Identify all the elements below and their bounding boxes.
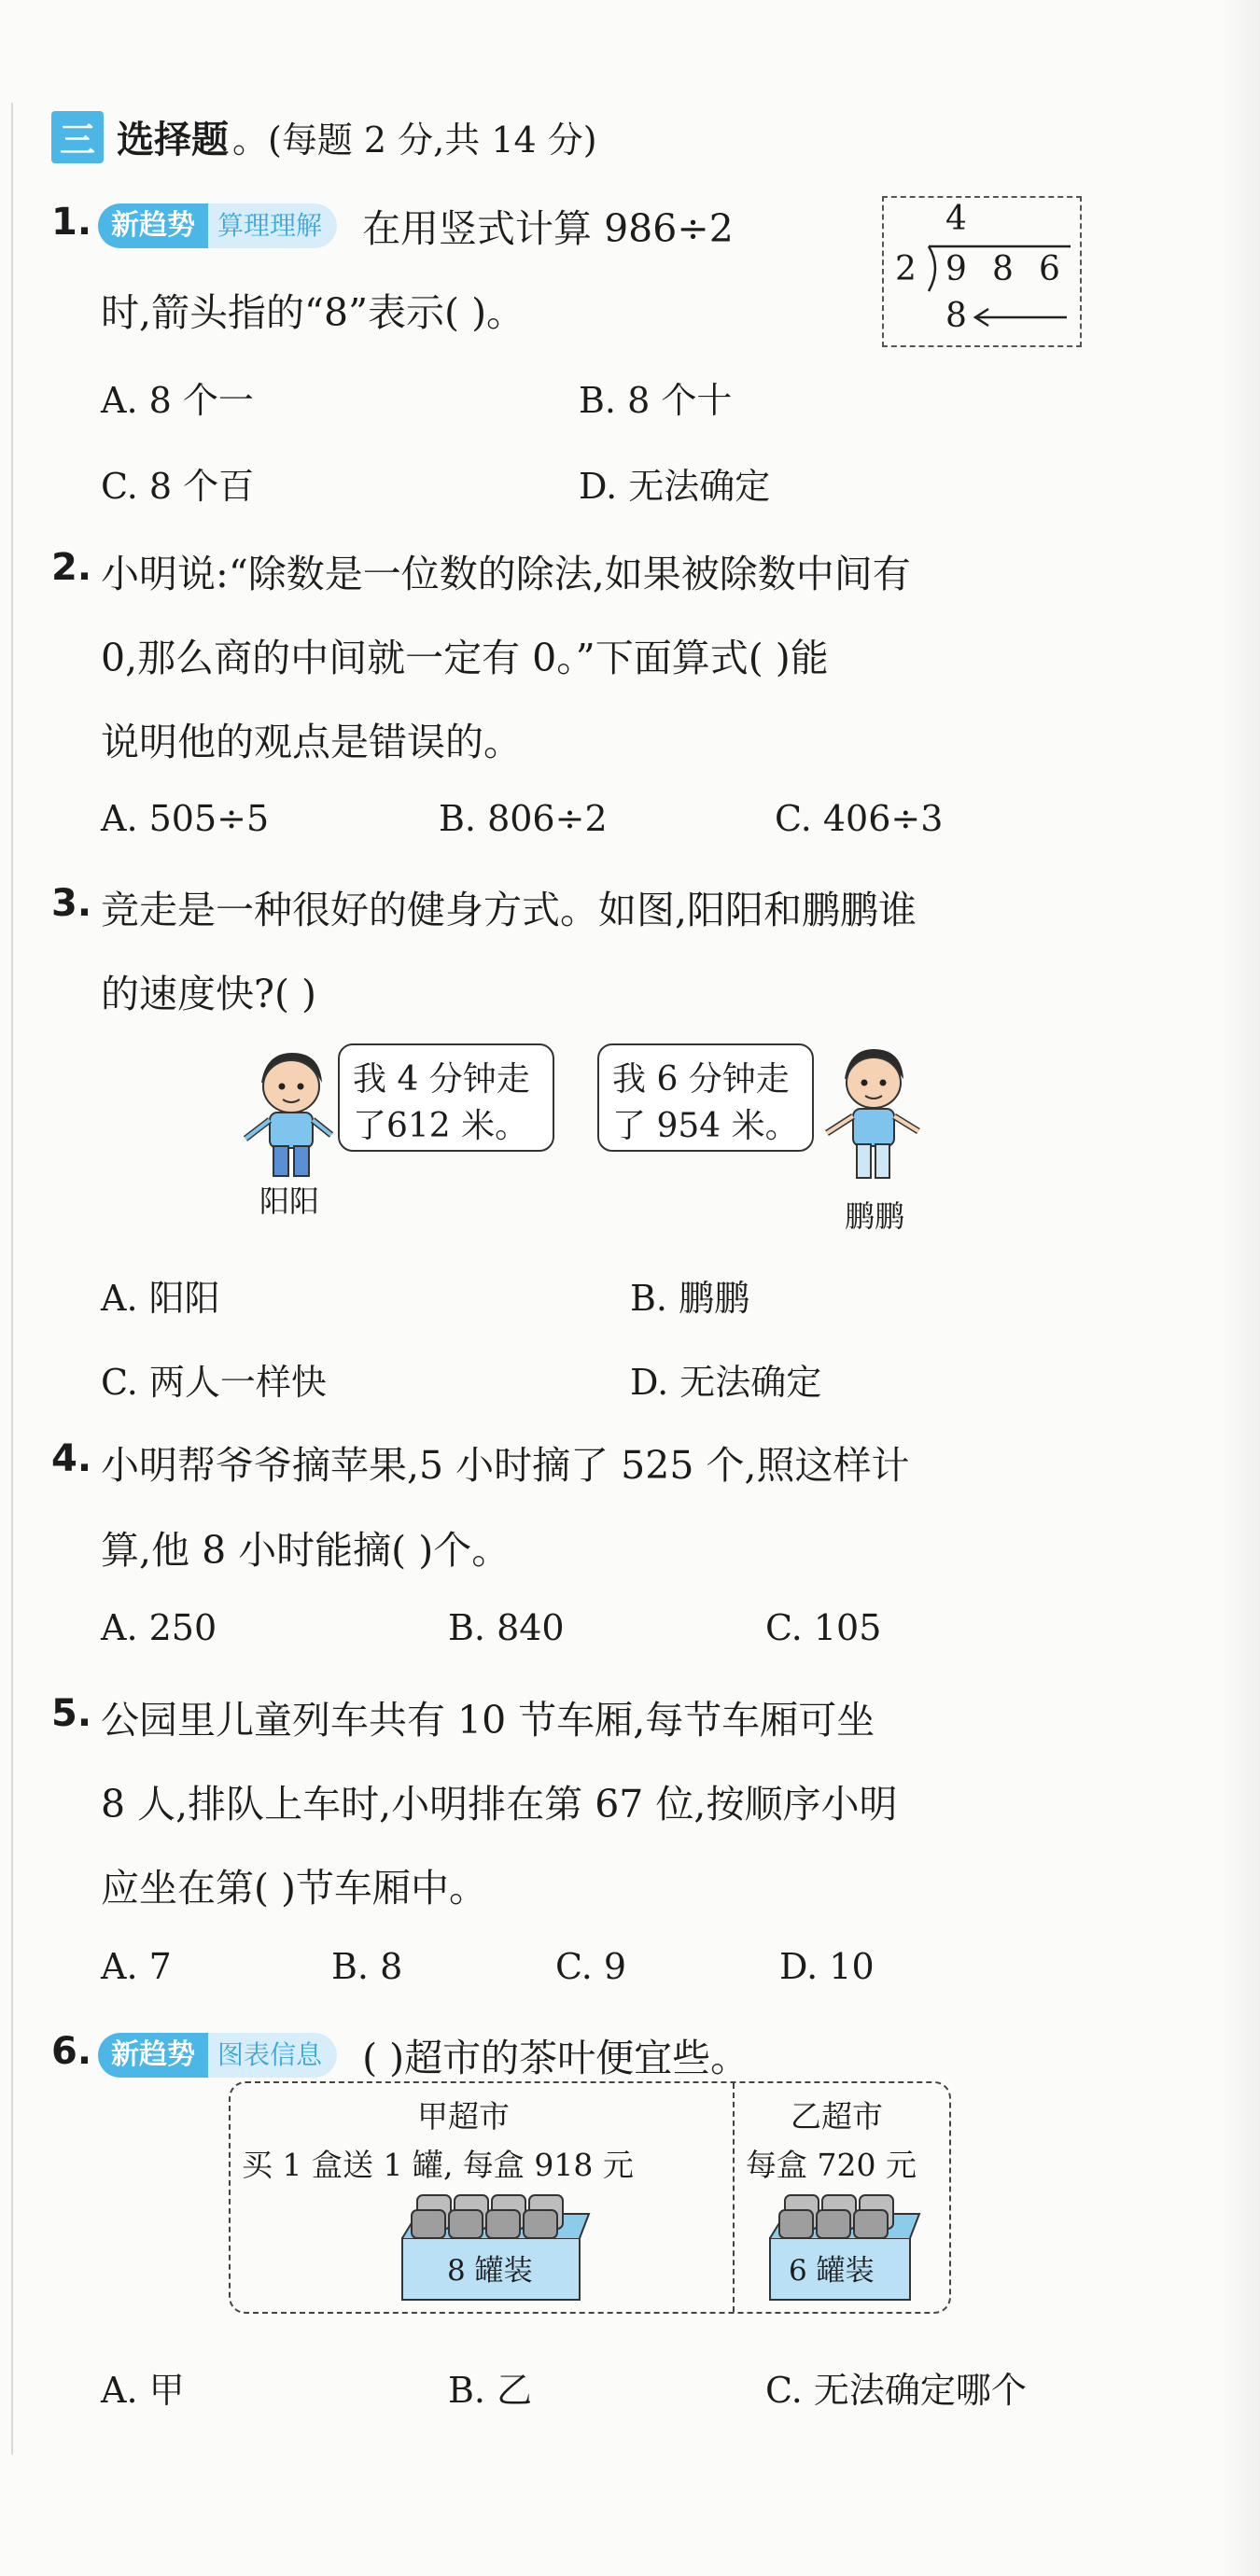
section-note: 。(每题 2 分,共 14 分) bbox=[232, 119, 597, 161]
question-number: 4. bbox=[51, 1437, 92, 1480]
pengpeng-speech-line-1: 我 6 分钟走 bbox=[612, 1060, 790, 1099]
option-b[interactable]: B. 806÷2 bbox=[439, 798, 608, 839]
question-2-line-1: 小明说:“除数是一位数的除法,如果被除数中间有 bbox=[101, 552, 911, 596]
divisor: 2 bbox=[895, 250, 917, 288]
option-b[interactable]: B. 8 bbox=[331, 1946, 403, 1987]
question-3-line-2: 的速度快?( ) bbox=[101, 972, 317, 1016]
yangyang-name: 阳阳 bbox=[259, 1183, 320, 1219]
dividend-digit: 9 bbox=[945, 250, 967, 288]
option-b[interactable]: B. 8 个十 bbox=[579, 380, 733, 421]
trend-tag bbox=[98, 203, 337, 248]
option-d[interactable]: D. 无法确定 bbox=[630, 1362, 822, 1403]
option-b[interactable]: B. 840 bbox=[448, 1607, 565, 1648]
shop-a-offer: 买 1 盒送 1 罐, 每盒 918 元 bbox=[242, 2147, 634, 2183]
option-c[interactable]: C. 105 bbox=[765, 1607, 882, 1648]
option-c[interactable]: C. 无法确定哪个 bbox=[765, 2370, 1027, 2411]
option-b[interactable]: B. 乙 bbox=[448, 2370, 533, 2411]
option-d[interactable]: D. 10 bbox=[779, 1946, 875, 1987]
page-edge-shade bbox=[1223, 0, 1260, 2576]
yangyang-speech-bubble bbox=[338, 1043, 554, 1152]
question-5-line-3: 应坐在第( )节车厢中。 bbox=[101, 1866, 488, 1911]
question-4-line-1: 小明帮爷爷摘苹果,5 小时摘了 525 个,照这样计 bbox=[101, 1443, 910, 1488]
option-a[interactable]: A. 8 个一 bbox=[101, 380, 254, 421]
trend-tag-main: 新趋势 bbox=[98, 2033, 208, 2078]
quotient-digit: 4 bbox=[945, 200, 967, 238]
pengpeng-speech-line-2: 了 954 米。 bbox=[612, 1107, 799, 1145]
question-2-line-2: 0,那么商的中间就一定有 0。”下面算式( )能 bbox=[101, 636, 829, 680]
option-c[interactable]: C. 9 bbox=[555, 1946, 627, 1987]
option-c[interactable]: C. 8 个百 bbox=[101, 466, 255, 507]
question-text: ( )超市的茶叶便宜些。 bbox=[362, 2036, 749, 2080]
yangyang-speech-line-1: 我 4 分钟走 bbox=[353, 1060, 530, 1099]
option-a[interactable]: A. 7 bbox=[101, 1946, 172, 1987]
question-number: 6. bbox=[51, 2030, 92, 2073]
trend-tag-main: 新趋势 bbox=[98, 203, 208, 248]
margin-line bbox=[11, 103, 13, 2455]
pengpeng-speech-bubble bbox=[597, 1043, 814, 1152]
question-number: 2. bbox=[51, 546, 92, 589]
question-5-line-2: 8 人,排队上车时,小明排在第 67 位,按顺序小明 bbox=[101, 1782, 898, 1827]
dividend-digit: 8 bbox=[992, 250, 1014, 288]
long-division-figure bbox=[882, 196, 1082, 347]
shop-b-offer: 每盒 720 元 bbox=[746, 2147, 917, 2183]
question-1-line-1 bbox=[98, 198, 734, 253]
option-b[interactable]: B. 鹏鹏 bbox=[630, 1278, 750, 1319]
trend-tag-sub: 算理理解 bbox=[208, 203, 337, 248]
option-a[interactable]: A. 505÷5 bbox=[101, 798, 270, 839]
supermarket-comparison-box bbox=[229, 2081, 951, 2314]
yangyang-speech-line-2: 了612 米。 bbox=[353, 1107, 529, 1145]
option-a[interactable]: A. 250 bbox=[101, 1607, 217, 1648]
trend-tag-sub: 图表信息 bbox=[208, 2033, 337, 2078]
question-2-line-3: 说明他的观点是错误的。 bbox=[101, 720, 522, 764]
question-number: 1. bbox=[51, 201, 92, 244]
question-4-line-2: 算,他 8 小时能摘( )个。 bbox=[101, 1528, 511, 1573]
question-number: 3. bbox=[51, 882, 92, 925]
question-5-line-1: 公园里儿童列车共有 10 节车厢,每节车厢可坐 bbox=[101, 1698, 875, 1743]
option-a[interactable]: A. 阳阳 bbox=[101, 1278, 220, 1319]
pengpeng-name: 鹏鹏 bbox=[845, 1198, 905, 1234]
option-c[interactable]: C. 两人一样快 bbox=[101, 1362, 327, 1403]
product-digit: 8 bbox=[945, 297, 967, 335]
shop-a-name: 甲超市 bbox=[417, 2098, 510, 2135]
section-title: 选择题 bbox=[117, 119, 229, 161]
question-number: 5. bbox=[51, 1692, 92, 1735]
pengpeng-figure bbox=[821, 1043, 924, 1193]
shop-b-name: 乙超市 bbox=[791, 2098, 883, 2135]
section-badge: 三 bbox=[51, 111, 104, 163]
shop-a-box-label: 8 罐装 bbox=[447, 2254, 533, 2288]
shop-b-box-label: 6 罐装 bbox=[789, 2254, 875, 2288]
question-1-line-2: 时,箭头指的“8”表示( )。 bbox=[101, 290, 525, 335]
question-6-line-1 bbox=[98, 2027, 749, 2082]
yangyang-figure bbox=[238, 1045, 341, 1185]
section-header bbox=[51, 110, 597, 163]
question-3-line-1: 竞走是一种很好的健身方式。如图,阳阳和鹏鹏谁 bbox=[101, 888, 917, 932]
option-d[interactable]: D. 无法确定 bbox=[579, 466, 771, 507]
option-c[interactable]: C. 406÷3 bbox=[775, 798, 944, 839]
option-a[interactable]: A. 甲 bbox=[101, 2370, 185, 2411]
trend-tag bbox=[98, 2033, 337, 2078]
shop-divider bbox=[733, 2083, 735, 2312]
question-text: 在用竖式计算 986÷2 bbox=[362, 206, 734, 251]
dividend-digit: 6 bbox=[1039, 250, 1060, 288]
